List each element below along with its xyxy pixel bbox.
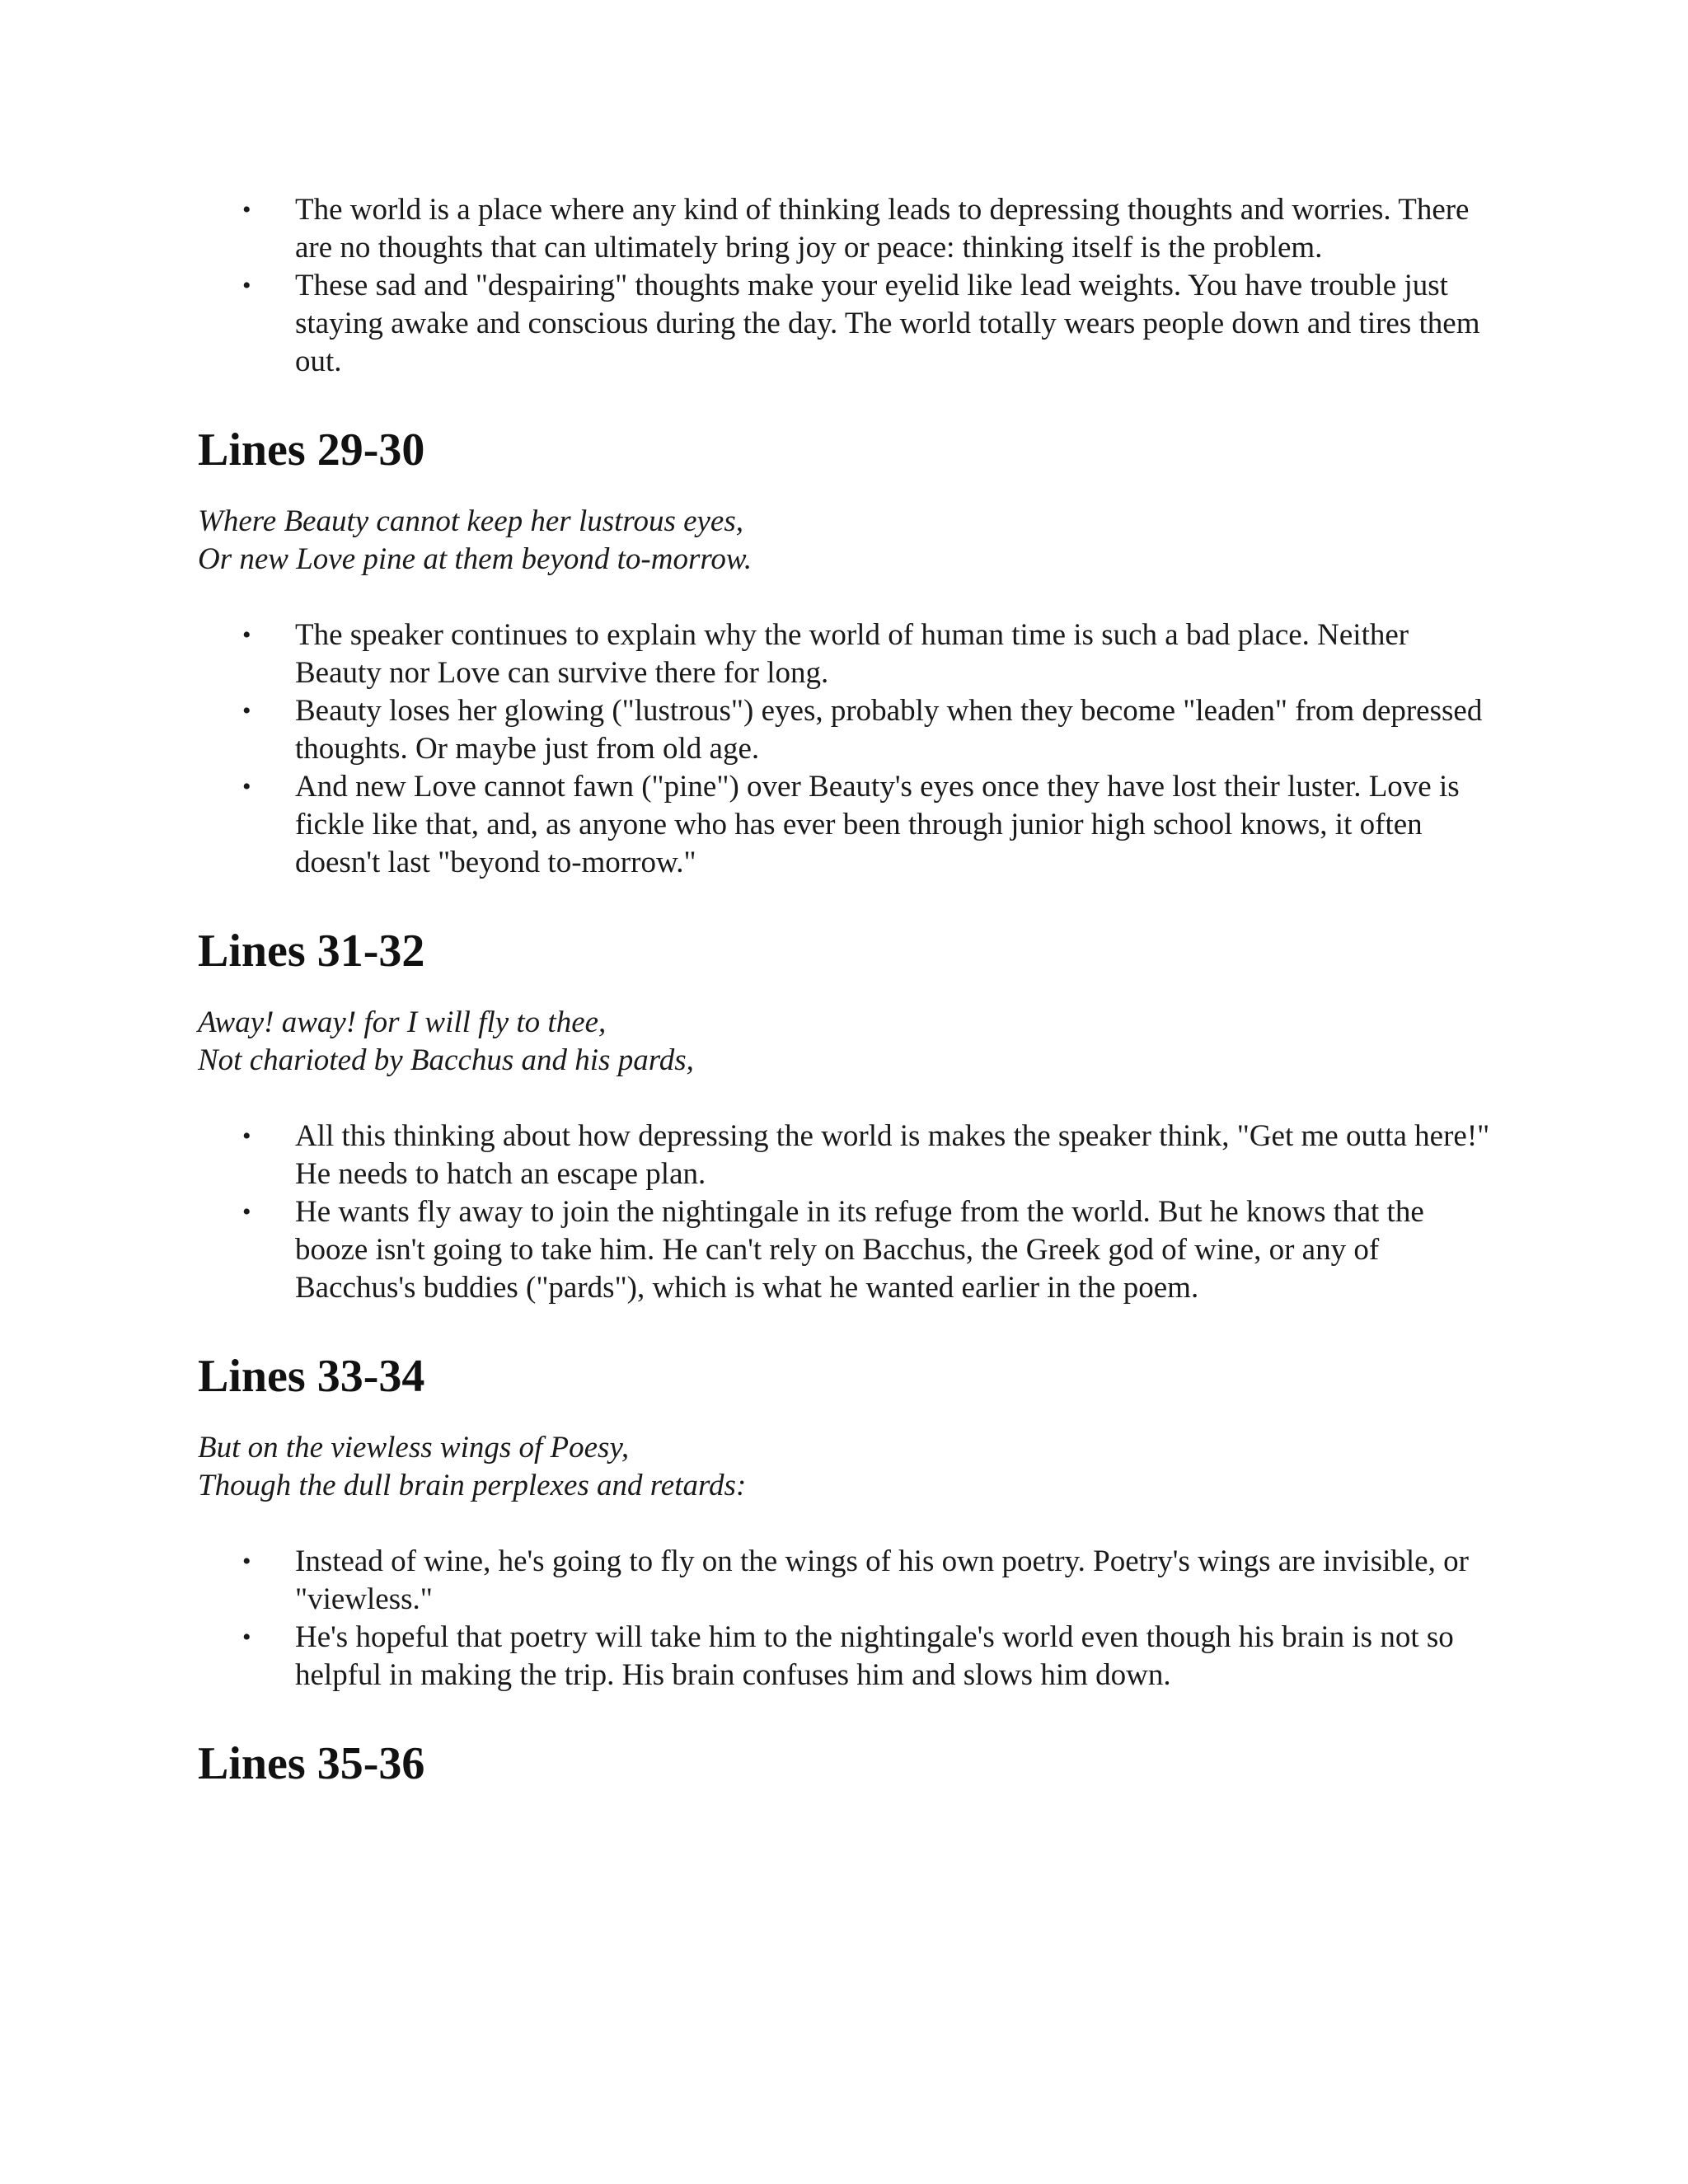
section-heading: Lines 31-32 [198,926,425,977]
list-item: • These sad and "despairing" thoughts make your eyelid like lead weights. You have trouble just staying awake and conscious during the day. The world totally wears people down and tires them out. [198,267,1500,381]
quote-line: Though the dull brain perplexes and retards: [198,1469,747,1502]
list-item: • He's hopeful that poetry will take him to the nightingale's world even though his brain is not so helpful in making the trip. His brain confuses him and slows him down. [198,1619,1500,1694]
poem-quote [198,1429,1500,1505]
list-item: • Beauty loses her glowing ("lustrous") eyes, probably when they become "leaden" from depressed thoughts. Or maybe just from old age. [198,692,1500,768]
section-heading: Lines 35-36 [198,1738,425,1789]
quote-line: Not charioted by Bacchus and his pards, [198,1043,694,1077]
list-item: • He wants fly away to join the nightingale in its refuge from the world. But he knows that the booze isn't going to take him. He can't rely on Bacchus, the Greek god of wine, or any of Bacchus's buddies ("pards"), which is what he wanted earlier in the poem. [198,1193,1500,1307]
quote-line: But on the viewless wings of Poesy, [198,1431,630,1465]
poem-quote [198,503,1500,579]
section-bullet-list [198,1543,1500,1694]
list-item: • The speaker continues to explain why the world of human time is such a bad place. Neither Beauty nor Love can survive there for long. [198,616,1500,692]
quote-line: Where Beauty cannot keep her lustrous eyes, [198,504,744,538]
section-bullet-list [198,1118,1500,1307]
intro-bullet-list [198,191,1500,381]
quote-line: Away! away! for I will fly to thee, [198,1005,607,1039]
list-item: • The world is a place where any kind of thinking leads to depressing thoughts and worries. There are no thoughts that can ultimately bring joy or peace: thinking itself is the problem. [198,191,1500,267]
quote-line: Or new Love pine at them beyond to-morrow. [198,542,753,576]
list-item: • And new Love cannot fawn ("pine") over Beauty's eyes once they have lost their luster. Love is fickle like that, and, as anyone who has ever been through junior high school knows, it often doesn't last "beyond to-morrow." [198,768,1500,882]
list-item: • All this thinking about how depressing the world is makes the speaker think, "Get me outta here!" He needs to hatch an escape plan. [198,1118,1500,1193]
section-heading: Lines 29-30 [198,424,425,476]
section-heading: Lines 33-34 [198,1351,425,1402]
section-bullet-list [198,616,1500,882]
poem-quote [198,1004,1500,1080]
document-page [198,191,1500,1790]
list-item: • Instead of wine, he's going to fly on the wings of his own poetry. Poetry's wings are invisible, or "viewless." [198,1543,1500,1619]
